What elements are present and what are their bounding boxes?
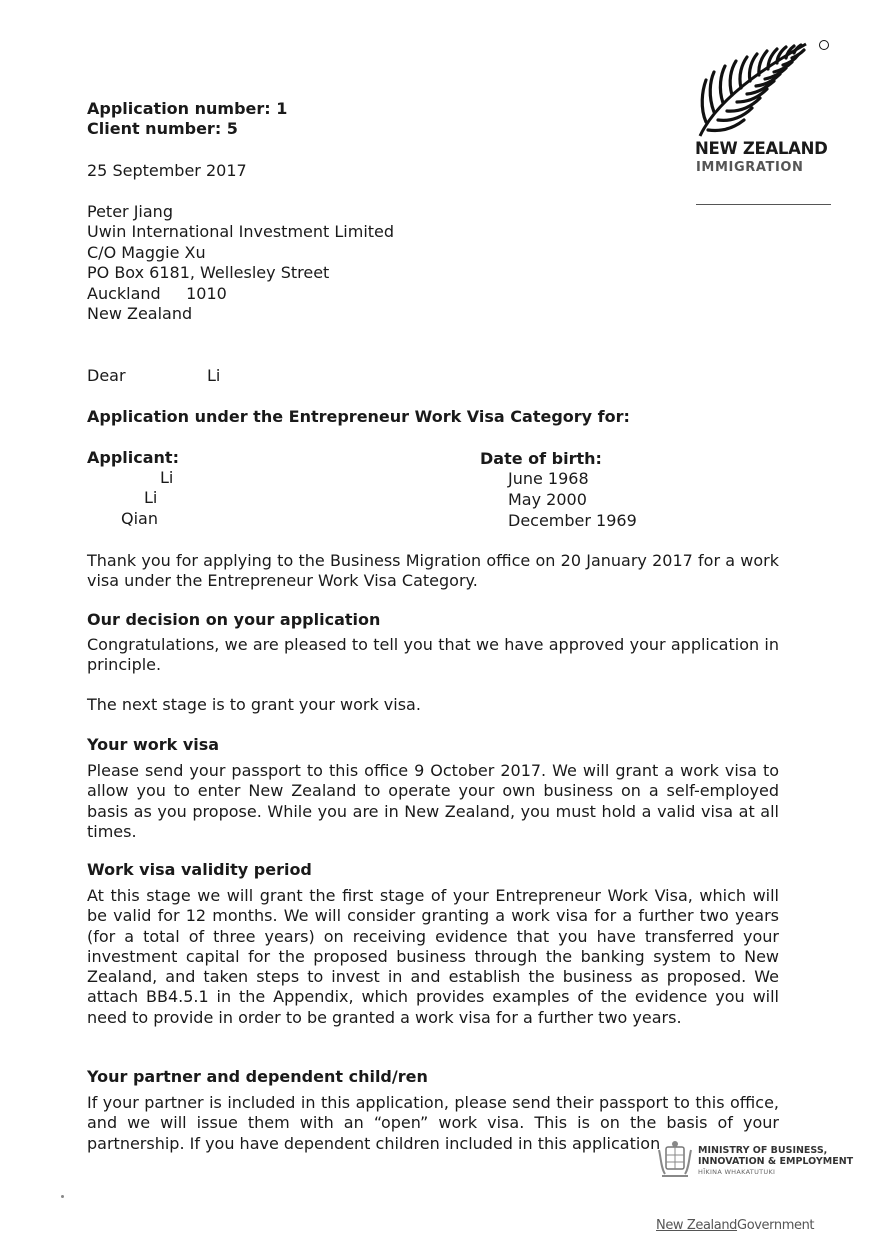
section-heading: Work visa validity period (87, 860, 312, 879)
silver-fern-icon (694, 36, 834, 141)
address-line: Uwin International Investment Limited (87, 222, 395, 242)
mbie-line1: MINISTRY OF BUSINESS, (698, 1145, 828, 1156)
letter-date: 25 September 2017 (87, 161, 247, 180)
header-rule (696, 204, 831, 205)
address-line: New Zealand (87, 304, 193, 324)
client-number (87, 119, 238, 140)
salutation-dear: Dear (87, 366, 126, 385)
section-paragraph: The next stage is to grant your work visa. (87, 695, 421, 714)
dob-label: Date of birth: (480, 449, 602, 468)
address-line: PO Box 6181, Wellesley Street (87, 263, 330, 283)
mbie-logo-text (698, 1145, 853, 1178)
applicant-dob: December 1969 (508, 511, 637, 530)
application-number-value: 1 (276, 99, 288, 118)
logo-line1: NEW ZEALAND (695, 139, 828, 158)
address-line: Auckland 1010 (87, 283, 227, 303)
nzgov-part2: Government (737, 1218, 815, 1233)
logo-line2: IMMIGRATION (696, 160, 804, 175)
applicant-name: Li (160, 468, 174, 487)
section-paragraph: Please send your passport to this office 9 October 2017. We will grant a work visa to allow you to enter New Zealand to operate your own business on a self-employed basis as you propose. While you are in New Zealand, you must hold a valid visa at all times. (87, 761, 779, 841)
section-paragraph: Congratulations, we are pleased to tell you that we have approved your application in principle. (87, 635, 779, 675)
section-paragraph: If your partner is included in this application, please send their passport to this office, and we will issue them with an “open” work visa. This is on the basis of your partnership. If you have dependent children included in this application (87, 1093, 779, 1153)
mbie-line3: HĪKINA WHAKATUTUKI (698, 1168, 776, 1176)
section-heading: Our decision on your application (87, 610, 381, 629)
client-number-label: Client number: (87, 119, 222, 138)
nzgov-part1: New Zealand (656, 1218, 738, 1233)
application-number (87, 99, 287, 120)
intro-paragraph: Thank you for applying to the Business Migration office on 20 January 2017 for a work visa under the Entrepreneur Work Visa Category. (87, 551, 779, 591)
mbie-line2: INNOVATION & EMPLOYMENT (698, 1156, 854, 1167)
subject-line: Application under the Entrepreneur Work Visa Category for: (87, 407, 630, 426)
redaction (292, 96, 382, 108)
coat-of-arms-icon (657, 1140, 693, 1180)
applicant-name: Qian (121, 509, 158, 528)
nz-immigration-logo (694, 36, 834, 181)
applicant-name: Li (144, 488, 158, 507)
applicant-dob: June 1968 (508, 469, 589, 488)
address-line: C/O Maggie Xu (87, 242, 206, 262)
client-number-value: 5 (226, 119, 238, 138)
section-paragraph: At this stage we will grant the first stage of your Entrepreneur Work Visa, which will be valid for 12 months. We will consider granting a work visa for a further two years (for a total of three years) on receiving evidence that you have transferred your investment capital for the proposed business through the banking system to New Zealand, and taken steps to invest in and establish the business as proposed. We attach BB4.5.1 in the Appendix, which provides examples of the evidence you will need to provide in order to be granted a work visa for a further two years. (87, 886, 779, 1027)
section-heading: Your partner and dependent child/ren (87, 1067, 428, 1086)
nz-government-wordmark (656, 1218, 814, 1233)
recipient-address (87, 202, 394, 324)
scan-speck (61, 1195, 64, 1198)
section-heading: Your work visa (87, 735, 220, 754)
applicant-label: Applicant: (87, 448, 179, 467)
address-line: Peter Jiang (87, 202, 173, 221)
applicant-dob: May 2000 (508, 490, 587, 509)
salutation-name: Li (207, 366, 221, 385)
application-number-label: Application number: (87, 99, 271, 118)
